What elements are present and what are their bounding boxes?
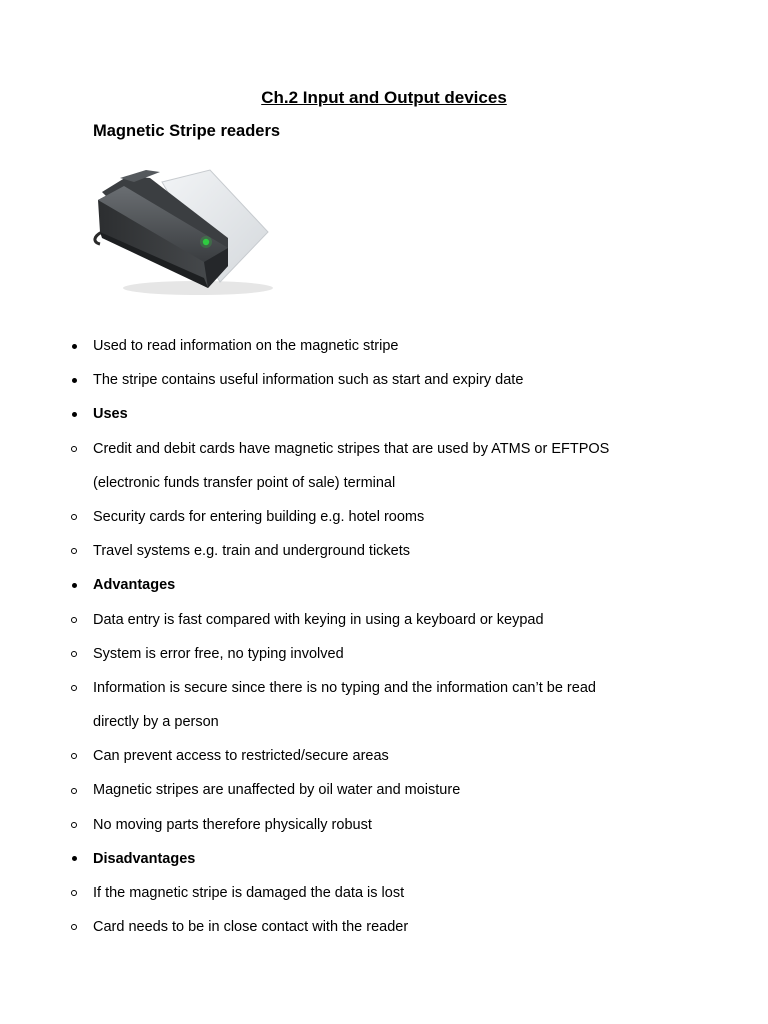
list-item — [0, 671, 768, 705]
section-heading-item — [0, 568, 768, 602]
list-item-continuation — [0, 466, 768, 500]
content-list — [0, 329, 768, 944]
list-item-text: Disadvantages — [93, 850, 196, 867]
list-item — [0, 808, 768, 842]
list-item — [0, 910, 768, 944]
list-item-continuation — [0, 705, 768, 739]
circle-bullet-icon — [68, 500, 80, 534]
list-item-text: (electronic funds transfer point of sale) terminal — [93, 474, 396, 491]
list-item-text: Data entry is fast compared with keying in using a keyboard or keypad — [93, 611, 544, 628]
list-item-text: The stripe contains useful information such as start and expiry date — [93, 372, 524, 389]
bullet-icon — [68, 397, 80, 431]
list-item-text: Information is secure since there is no typing and the information can’t be read — [93, 679, 596, 696]
list-item-text: directly by a person — [93, 714, 219, 731]
circle-bullet-icon — [68, 603, 80, 637]
circle-bullet-icon — [68, 637, 80, 671]
list-item — [0, 876, 768, 910]
circle-bullet-icon — [68, 534, 80, 568]
list-item — [0, 432, 768, 466]
list-item-text: Security cards for entering building e.g. hotel rooms — [93, 508, 425, 525]
magnetic-stripe-reader-image — [88, 162, 280, 298]
circle-bullet-icon — [68, 739, 80, 773]
circle-bullet-icon — [68, 432, 80, 466]
section-heading-item — [0, 397, 768, 431]
list-item — [0, 637, 768, 671]
list-item-text: Magnetic stripes are unaffected by oil water and moisture — [93, 782, 461, 799]
circle-bullet-icon — [68, 773, 80, 807]
bullet-icon — [68, 363, 80, 397]
bullet-icon — [68, 568, 80, 602]
circle-bullet-icon — [68, 876, 80, 910]
list-item — [0, 773, 768, 807]
bullet-icon — [68, 329, 80, 363]
list-item — [0, 329, 768, 363]
list-item-text: Can prevent access to restricted/secure areas — [93, 748, 389, 765]
list-item — [0, 603, 768, 637]
list-item-text: If the magnetic stripe is damaged the data is lost — [93, 885, 405, 901]
list-item-text: Card needs to be in close contact with the reader — [93, 919, 409, 936]
list-item — [0, 534, 768, 568]
list-item — [0, 500, 768, 534]
list-item — [0, 739, 768, 773]
bullet-icon — [68, 842, 80, 876]
list-item-text: Uses — [93, 406, 128, 423]
list-item — [0, 363, 768, 397]
list-item-text: Travel systems e.g. train and underground tickets — [93, 543, 411, 560]
list-item-text: Credit and debit cards have magnetic stripes that are used by ATMS or EFTPOS — [93, 440, 610, 457]
list-item-text: System is error free, no typing involved — [93, 645, 344, 662]
circle-bullet-icon — [68, 671, 80, 705]
section-title: Magnetic Stripe readers — [93, 122, 281, 140]
list-item-text: No moving parts therefore physically robust — [93, 816, 372, 833]
list-item-text: Used to read information on the magnetic stripe — [93, 338, 399, 354]
list-item-text: Advantages — [93, 577, 176, 594]
circle-bullet-icon — [68, 910, 80, 944]
page-title: Ch.2 Input and Output devices — [261, 88, 507, 107]
circle-bullet-icon — [68, 808, 80, 842]
section-heading-item — [0, 842, 768, 876]
